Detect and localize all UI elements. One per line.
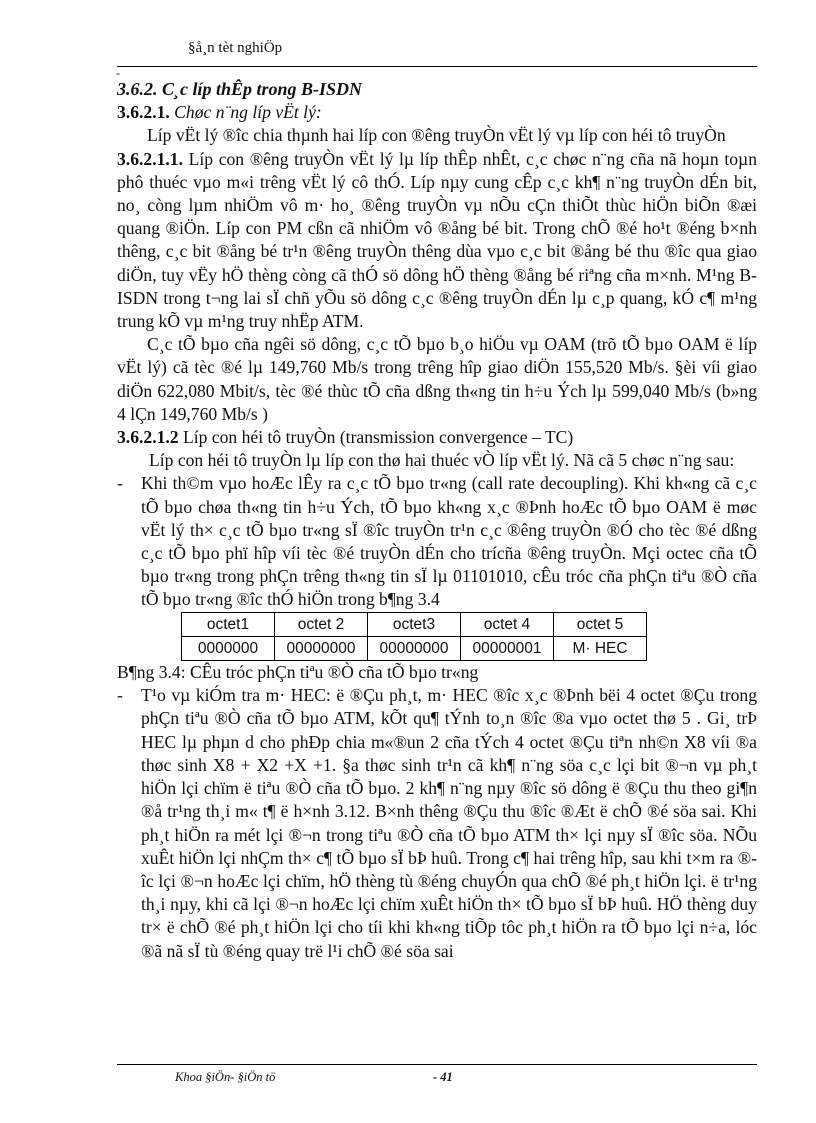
footer-department: Khoa §iÖn- §iÖn tö [175, 1070, 276, 1084]
subsection-title: Chøc n¨ng líp vËt lý: [169, 102, 322, 123]
margin-mark: - [116, 66, 120, 80]
tc-intro-paragraph: Líp con héi tô truyÒn lµ líp con thø hai thuéc vÒ líp vËt lý. Nã cã 5 chøc n¨ng sau: [149, 450, 735, 471]
paragraph-3-6-2-1-2 [117, 426, 757, 449]
table-header-cell: octet 4 [461, 612, 554, 636]
paragraph-number: 3.6.2.1.1. [117, 148, 183, 169]
table-caption: B¶ng 3.4: CÊu tróc phÇn tiªu ®Ò cña tÕ bµo tr«ng [117, 662, 479, 683]
subsection-heading [117, 101, 757, 124]
section-title: 3.6.2. C¸c líp thÊp trong B-ISDN [117, 79, 363, 99]
paragraph-text: Líp con ®êng truyÒn vËt lý lµ líp thÊp nhÊt, c¸c chøc n¨ng cña nã hoµn toµn phô thuéc vµo m«i trêng vËt lý cô thÓ. Líp nµy cung cÊp c¸c kh¶ n¨ng truyÒn dÉn bit, no¸ còng lµm nhiÖm vô m· ho¸ ®êng truyÒn vµ nÕu cÇn thiÕt thùc hiÖn biÕn ®æi quang ®iÖn. Líp con PM cßn cã nhiÖm vô ®ång bé bit. Trong chÕ ®é ho¹t ®éng b×nh thêng, c¸c bit ®ång bé tr¹n ®êng truyÒn thêng dùa vµo c¸c bit ®ång bé thu ®îc qua giao diÖn, tuy vËy hÖ thèng còng cã thÓ sö dông hÖ thèng ®ång bé riªng cña m×nh. M¹ng B-ISDN trong t¬ng lai sÏ chñ yÕu sö dông c¸c ®êng truyÒn dÉn lµ c¸p quang, kÓ c¶ m¹ng trung kÕ vµ m¹ng truy nhËp ATM. [117, 148, 757, 332]
page-body [117, 78, 757, 963]
bullet-text: T¹o vµ kiÓm tra m· HEC: ë ®Çu ph¸t, m· HEC ®îc x¸c ®Þnh bëi 4 octet ®Çu trong phÇn tiªu ®Ò cña tÕ bµo ATM, kÕt qu¶ tÝnh to¸n ®îc ®a vµo octet thø 5 . Gi¸ trÞ HEC lµ phµn d cho phÐp chia m«®un 2 cña tÝch 4 octet ®Çu tiªn nh©n X8 víi ®a thøc sinh X8 + X2 +X +1. §a thøc sinh tr¹n cã kh¶ n¨ng söa c¸c lçi bit ®¬n vµ ph¸t hiÖn lçi chïm ë tiªu ®Ò cña tÕ bµo. 2 kh¶ n¨ng nµy ®îc sö dông ë ®Çu thu theo gi¶n ®å tr¹ng th¸i m« t¶ ë h×nh 3.12. B×nh thêng ®Çu thu ®îc ®Æt ë chÕ ®é söa sai. Khi ph¸t hiÖn ra mét lçi ®¬n trong tiªu ®Ò cña tÕ bµo ATM th× lçi nµy sÏ ®îc söa. NÕu xuÊt hiÖn lçi nhÇm th× c¶ tÕ bµo sÏ bÞ huû. Trong c¶ hai trêng hîp, sau khi t×m ra ®îc lçi ®¬n hoÆc lçi chïm, hÖ thèng tù ®éng chuyÓn qua chÕ ®é ph¸t hiÖn lçi. ë tr¹ng th¸i nµy, khi cã lçi ®¬n hoÆc lçi chïm xuÊt hiÖn th× tÕ bµo sÏ bÞ huû. HÖ thèng duy tr× ë chÕ ®é ph¸t hiÖn lçi cho tíi khi kh«ng tiÕp tôc ph¸t hiÖn ra tÕ bµo lçi n÷a, lóc ®ã nã sÏ tù ®éng quay trë l¹i chÕ ®é söa sai [141, 685, 757, 961]
table-cell: M· HEC [554, 636, 647, 660]
table-header-cell: octet 5 [554, 612, 647, 636]
footer-rule [117, 1064, 757, 1065]
table-row [182, 636, 647, 660]
bullet-hec [117, 684, 757, 962]
table-header-cell: octet3 [368, 612, 461, 636]
bullet-idle-cells [117, 472, 757, 611]
table-header-cell: octet 2 [275, 612, 368, 636]
table-header-row [182, 612, 647, 636]
intro-paragraph: Líp vËt lý ®îc chia thµnh hai líp con ®êng truyÒn vËt lý vµ líp con héi tô truyÒn [147, 125, 726, 146]
page-header: §å¸n tèt nghiÖp [188, 40, 283, 56]
header-rule [117, 66, 757, 67]
bullet-dash: - [117, 685, 123, 706]
bullet-text: Khi th©m vµo hoÆc lÊy ra c¸c tÕ bµo tr«ng (call rate decoupling). Khi kh«ng cã c¸c tÕ bµo chøa th«ng tin h÷u Ých, tÕ bµo kh«ng x¸c ®Þnh hoÆc tÕ bµo OAM ë møc vËt lý th× c¸c tÕ bµo tr«ng sÏ ®îc truyÒn tr¹n c¸c ®êng truyÒn ®Ó cho tèc ®é dßng c¸c tÕ bµo phï hîp víi tèc ®é truyÒn dÉn cho trícña ®êng truyÒn. Mçi octec cña tÕ bµo tr«ng trong phÇn trêng th«ng tin sÏ lµ 01101010, cÊu tróc cña phÇn tiªu ®Ò cña tÕ bµo tr«ng ®îc thÓ hiÖn trong b¶ng 3.4 [141, 473, 757, 610]
bullet-dash: - [117, 473, 123, 494]
idle-cell-header-table [181, 612, 647, 661]
footer-page-number: - 41 [433, 1070, 453, 1084]
table-cell: 00000001 [461, 636, 554, 660]
table-header-cell: octet1 [182, 612, 275, 636]
table-cell: 00000000 [275, 636, 368, 660]
subsection-number: 3.6.2.1. [117, 102, 170, 123]
table-cell: 0000000 [182, 636, 275, 660]
table-cell: 00000000 [368, 636, 461, 660]
paragraph-text: Líp con héi tô truyÒn (transmission convergence – TC) [178, 427, 574, 448]
paragraph-number: 3.6.2.1.2 [117, 427, 179, 448]
cell-rate-paragraph: C¸c tÕ bµo cña ngêi sö dông, c¸c tÕ bµo b¸o hiÖu vµ OAM (trõ tÕ bµo OAM ë líp vËt lý) cã tèc ®é lµ 149,760 Mb/s trong trêng hîp giao diÖn 155,520 Mb/s. §èi víi giao diÖn 622,080 Mbit/s, tèc ®é thùc tÕ cña dßng th«ng tin h÷u Ých lµ 599,040 Mb/s (b»ng 4 lÇn 149,760 Mb/s ) [117, 334, 757, 424]
paragraph-3-6-2-1-1 [117, 148, 757, 334]
